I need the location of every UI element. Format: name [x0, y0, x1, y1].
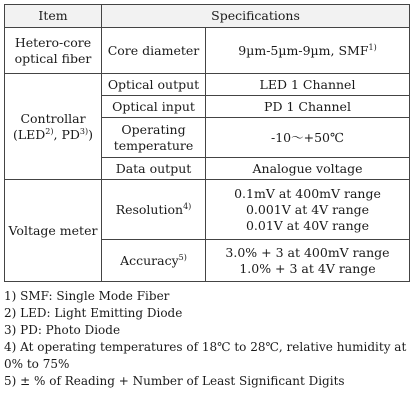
footnote: 1) SMF: Single Mode Fiber — [4, 289, 170, 303]
hetero-line1: Hetero-core — [14, 34, 92, 50]
controller-pd-footnote: 3) — [79, 126, 89, 136]
footnote: 4) At operating temperatures of 18℃ to 28℃, relative humidity at 0% to 75% — [4, 340, 407, 371]
accuracy-value: 1.0% + 3 at 4V range — [239, 260, 376, 276]
accuracy-text: Accuracy — [120, 252, 179, 268]
optical-output-row — [5, 74, 410, 96]
controller-label — [5, 74, 102, 180]
data-output-label: Data output — [102, 158, 206, 180]
resolution-text: Resolution — [115, 201, 184, 217]
hetero-line2: optical fiber — [14, 50, 92, 66]
controller-led: (LED — [12, 126, 46, 142]
spec-document — [4, 4, 409, 390]
footnotes — [4, 288, 409, 390]
core-diameter-label: Core diameter — [102, 28, 206, 74]
controller-pd: , PD — [53, 126, 80, 142]
header-row — [5, 5, 410, 28]
resolution-row — [5, 180, 410, 240]
footnote: 5) ± % of Reading + Number of Least Significant Digits — [4, 374, 345, 388]
optical-output-value: LED 1 Channel — [206, 74, 410, 96]
resolution-values — [206, 180, 410, 240]
operating-temperature-label: Operating temperature — [102, 118, 206, 158]
specifications-table — [4, 4, 410, 282]
accuracy-footnote: 5) — [178, 252, 187, 262]
voltage-meter-label: Voltage meter — [5, 180, 102, 282]
resolution-value: 0.001V at 4V range — [245, 201, 370, 217]
resolution-value: 0.1mV at 400mV range — [234, 185, 381, 201]
hetero-core-label — [5, 28, 102, 74]
accuracy-values — [206, 240, 410, 282]
resolution-footnote: 4) — [183, 201, 192, 211]
data-output-value: Analogue voltage — [206, 158, 410, 180]
header-specifications: Specifications — [102, 5, 410, 28]
accuracy-label — [102, 240, 206, 282]
resolution-label — [102, 180, 206, 240]
controller-led-footnote: 2) — [45, 126, 54, 136]
core-diameter-text: 9µm-5µm-9µm, SMF — [238, 42, 369, 58]
optical-input-value: PD 1 Channel — [206, 96, 410, 118]
controller-close: ) — [88, 126, 94, 142]
optical-output-label: Optical output — [102, 74, 206, 96]
core-diameter-footnote: 1) — [368, 42, 377, 52]
accuracy-value: 3.0% + 3 at 400mV range — [225, 244, 390, 260]
footnote: 2) LED: Light Emitting Diode — [4, 306, 183, 320]
optical-input-label: Optical input — [102, 96, 206, 118]
resolution-value: 0.01V at 40V range — [245, 217, 370, 233]
header-item: Item — [5, 5, 102, 28]
controller-line1: Controllar — [20, 110, 86, 126]
core-diameter-value — [206, 28, 410, 74]
operating-temperature-value: -10～+50℃ — [206, 118, 410, 158]
footnote: 3) PD: Photo Diode — [4, 323, 121, 337]
hetero-row — [5, 28, 410, 74]
